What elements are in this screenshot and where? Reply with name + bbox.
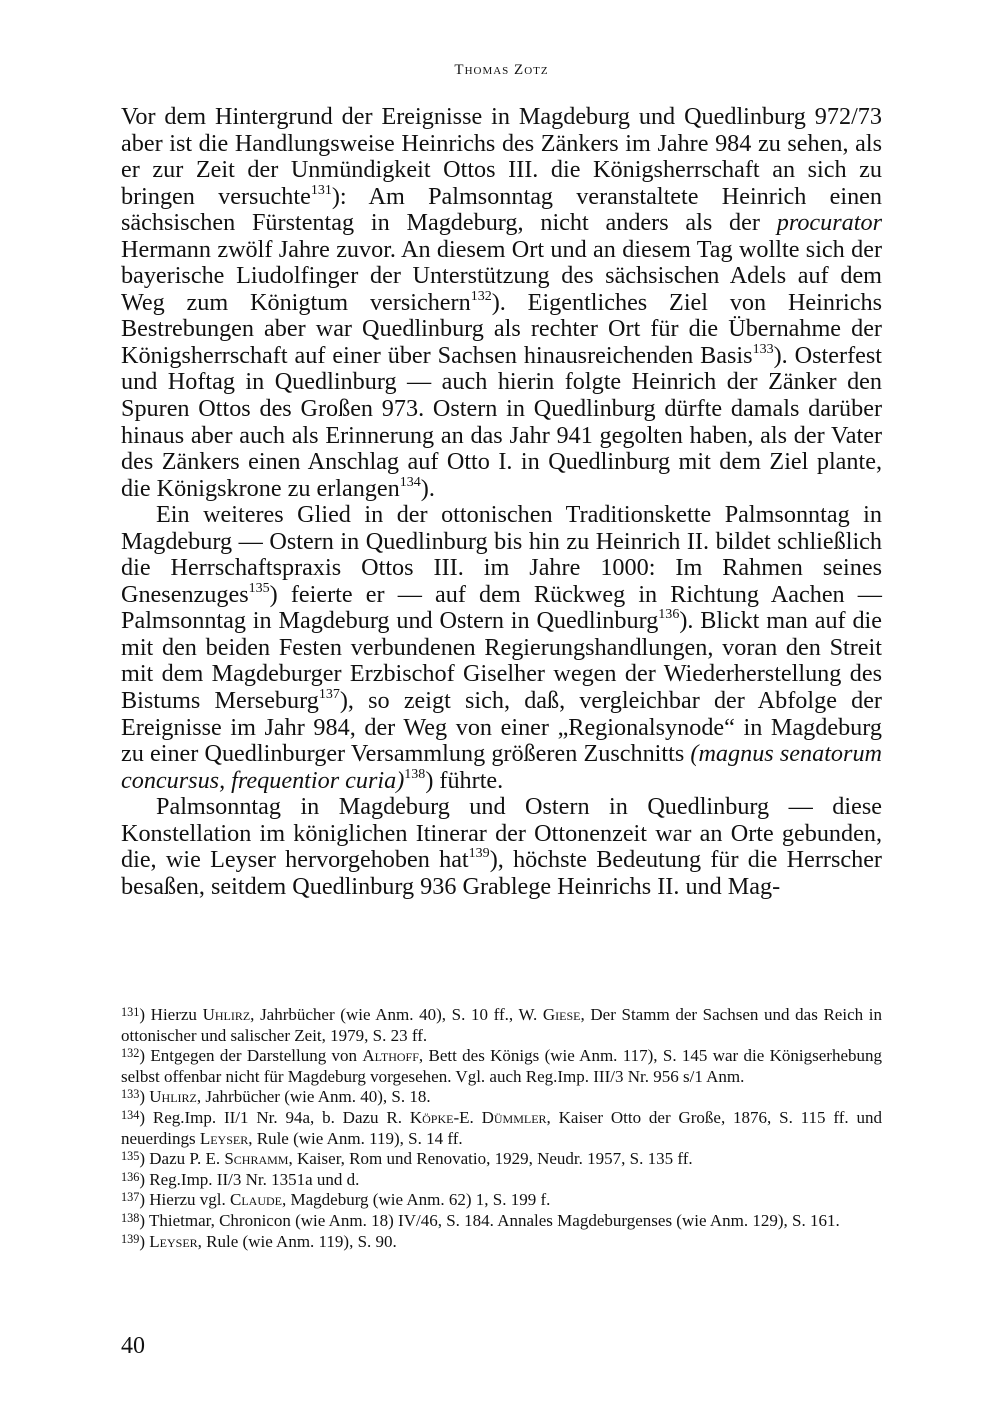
footnote: [121, 1149, 882, 1170]
footnote: [121, 1232, 882, 1253]
footnote-ref: 137: [318, 685, 340, 702]
footnote-number: 132: [121, 1046, 140, 1061]
author-name: Giese: [542, 1005, 581, 1024]
text-run: ) Hierzu: [139, 1005, 203, 1024]
text-run: ) Reg.Imp. II/1 Nr. 94a, b. Dazu R.: [139, 1107, 410, 1127]
text-run: , Der Stamm der Sachsen und das Reich in ottonischer und salischer Zeit, 1979, S. 23 ff.: [121, 1005, 882, 1045]
footnote-number: 136: [121, 1169, 140, 1184]
italic-run: (magnus senatorum concursus, frequentior curia): [121, 740, 883, 794]
footnote-ref: 136: [658, 606, 680, 623]
footnote: [121, 1190, 882, 1211]
text-run: , Jahrbücher (wie Anm. 40), S. 10 ff., W.: [250, 1005, 543, 1024]
author-name: Leyser: [149, 1231, 198, 1251]
author-name: Uhlirz: [202, 1005, 251, 1024]
footnote-ref: 135: [248, 579, 270, 596]
text-run: , Bett des Königs (wie Anm. 117), S. 145 war die Königserhebung selbst offenbar nicht für Magdeburg vorgesehen. Vgl. auch Reg.Imp. III/3 Nr. 956 s/1 Anm.: [121, 1046, 882, 1086]
footnotes: [121, 1005, 882, 1252]
text-run: ) Reg.Imp. II/3 Nr. 1351a und d.: [139, 1169, 360, 1189]
footnote: [121, 1170, 882, 1191]
text-run: Vor dem Hintergrund der Ereignisse in Magdeburg und Quedlinburg 972/73 aber ist die Handlungsweise Heinrichs des Zänkers im Jahre 984 zu sehen, als er zur Zeit der Unmündigkeit Ottos III. die Königsherrschaft an sich zu bringen versuchte: [121, 103, 882, 210]
footnote-ref: 138: [404, 765, 426, 782]
footnote-number: 138: [121, 1211, 140, 1226]
body-paragraph: [121, 502, 882, 794]
text-run: ) führte.: [425, 766, 504, 794]
footnote-number: 139: [121, 1231, 140, 1246]
text-run: ). Blickt man auf die mit den beiden Festen verbundenen Regierungshandlungen, voran den Streit mit dem Magdeburger Erzbischof Giselher wegen der Wiederherstellung des Bistums Merseburg: [121, 607, 882, 715]
text-run: , Rule (wie Anm. 119), S. 90.: [197, 1231, 397, 1251]
footnote: [121, 1211, 882, 1232]
text-run: Hermann zwölf Jahre zuvor. An diesem Ort und an diesem Tag wollte sich der bayerische Liudolfinger der Unterstützung des sächsischen Adels auf dem Weg zum Königtum versichern: [121, 235, 882, 316]
footnote-ref: 139: [468, 845, 490, 862]
text-run: ) Hierzu vgl.: [139, 1190, 230, 1210]
footnote-number: 133: [121, 1087, 140, 1102]
body-paragraph: [121, 104, 882, 502]
text-run: , Magdeburg (wie Anm. 62) 1, S. 199 f.: [282, 1190, 551, 1210]
text-run: ). Eigentliches Ziel von Heinrichs Bestrebungen aber war Quedlinburg als rechter Ort für die Übernahme der Königsherrschaft auf einer über Sachsen hinausreichenden Basis: [121, 288, 882, 369]
text-run: ) feierte er — auf dem Rückweg in Richtung Aachen — Palmsonntag in Magdeburg und Ostern in Quedlinburg: [121, 580, 882, 635]
running-head: Thomas Zotz: [454, 62, 549, 78]
author-name: Köpke-E. Dümmler: [409, 1107, 547, 1127]
author-name: Schramm: [224, 1149, 289, 1169]
footnote-number: 131: [121, 1005, 140, 1020]
author-name: Leyser: [199, 1128, 249, 1148]
text-run: , Rule (wie Anm. 119), S. 14 ff.: [248, 1128, 463, 1148]
footnote-number: 135: [121, 1149, 140, 1164]
text-run: , Kaiser, Rom und Renovatio, 1929, Neudr. 1957, S. 135 ff.: [288, 1149, 693, 1169]
text-run: ). Osterfest und Hoftag in Quedlinburg — auch hierin folgte Heinrich der Zänker den Spuren Ottos des Großen 973. Ostern in Quedlinburg dürfte damals darüber hinaus aber auch als Erinnerung an das Jahr 941 gegolten haben, als der Vater des Zänkers einen Anschlag auf Otto I. in Quedlinburg mit dem Ziel plante, die Königskrone zu erlangen: [121, 341, 882, 502]
footnote: [121, 1087, 882, 1108]
author-name: Althoff: [362, 1046, 419, 1066]
page-number: 40: [121, 1333, 145, 1359]
text-run: ) Thietmar, Chronicon (wie Anm. 18) IV/46, S. 184. Annales Magdeburgenses (wie Anm. 129), S. 161.: [139, 1210, 840, 1230]
footnote-ref: 133: [752, 340, 774, 357]
text-run: ) Entgegen der Darstellung von: [139, 1046, 363, 1066]
text-run: , Kaiser Otto der Große, 1876, S. 115 ff. und neuerdings: [121, 1107, 883, 1148]
body-paragraph: [121, 794, 882, 900]
footnote-number: 134: [121, 1108, 140, 1123]
author-name: Uhlirz: [149, 1087, 197, 1107]
footnote: [121, 1046, 882, 1087]
text-run: ): Am Palmsonntag veranstaltete Heinrich einen sächsischen Fürstentag in Magdeburg, nicht anders als der: [121, 182, 882, 237]
italic-run: procurator: [776, 209, 882, 237]
text-run: ): [139, 1087, 150, 1107]
footnote-ref: 131: [310, 181, 332, 198]
text-run: ).: [420, 474, 435, 502]
footnote: [121, 1005, 882, 1046]
footnote: [121, 1108, 882, 1149]
text-run: ), höchste Bedeutung für die Herrscher besaßen, seitdem Quedlinburg 936 Grablege Heinrichs II. und Mag-: [121, 846, 882, 900]
text-run: ), so zeigt sich, daß, vergleichbar der Abfolge der Ereignisse im Jahr 984, der Weg von einer „Regionalsynode“ in Magdeburg zu einer Quedlinburger Versammlung größeren Zuschnitts: [121, 687, 882, 768]
text-run: ) Dazu P. E.: [139, 1149, 225, 1169]
footnote-ref: 132: [470, 287, 492, 304]
footnote-number: 137: [121, 1190, 140, 1205]
text-run: , Jahrbücher (wie Anm. 40), S. 18.: [196, 1087, 431, 1107]
text-run: Ein weiteres Glied in der ottonischen Traditionskette Palmsonntag in Magdeburg — Ostern in Quedlinburg bis hin zu Heinrich II. bildet schließlich die Herrschaftspraxis Ottos III. im Jahre 1000: Im Rahmen seines Gnesenzuges: [121, 501, 882, 608]
author-name: Claude: [230, 1190, 282, 1210]
body-text: [121, 104, 882, 900]
text-run: Palmsonntag in Magdeburg und Ostern in Quedlinburg — diese Konstellation im königlichen Itinerar der Ottonenzeit war an Orte gebunden, die, wie Leyser hervorgehoben hat: [121, 793, 882, 874]
text-run: ): [139, 1231, 150, 1251]
footnote-ref: 134: [399, 473, 421, 490]
